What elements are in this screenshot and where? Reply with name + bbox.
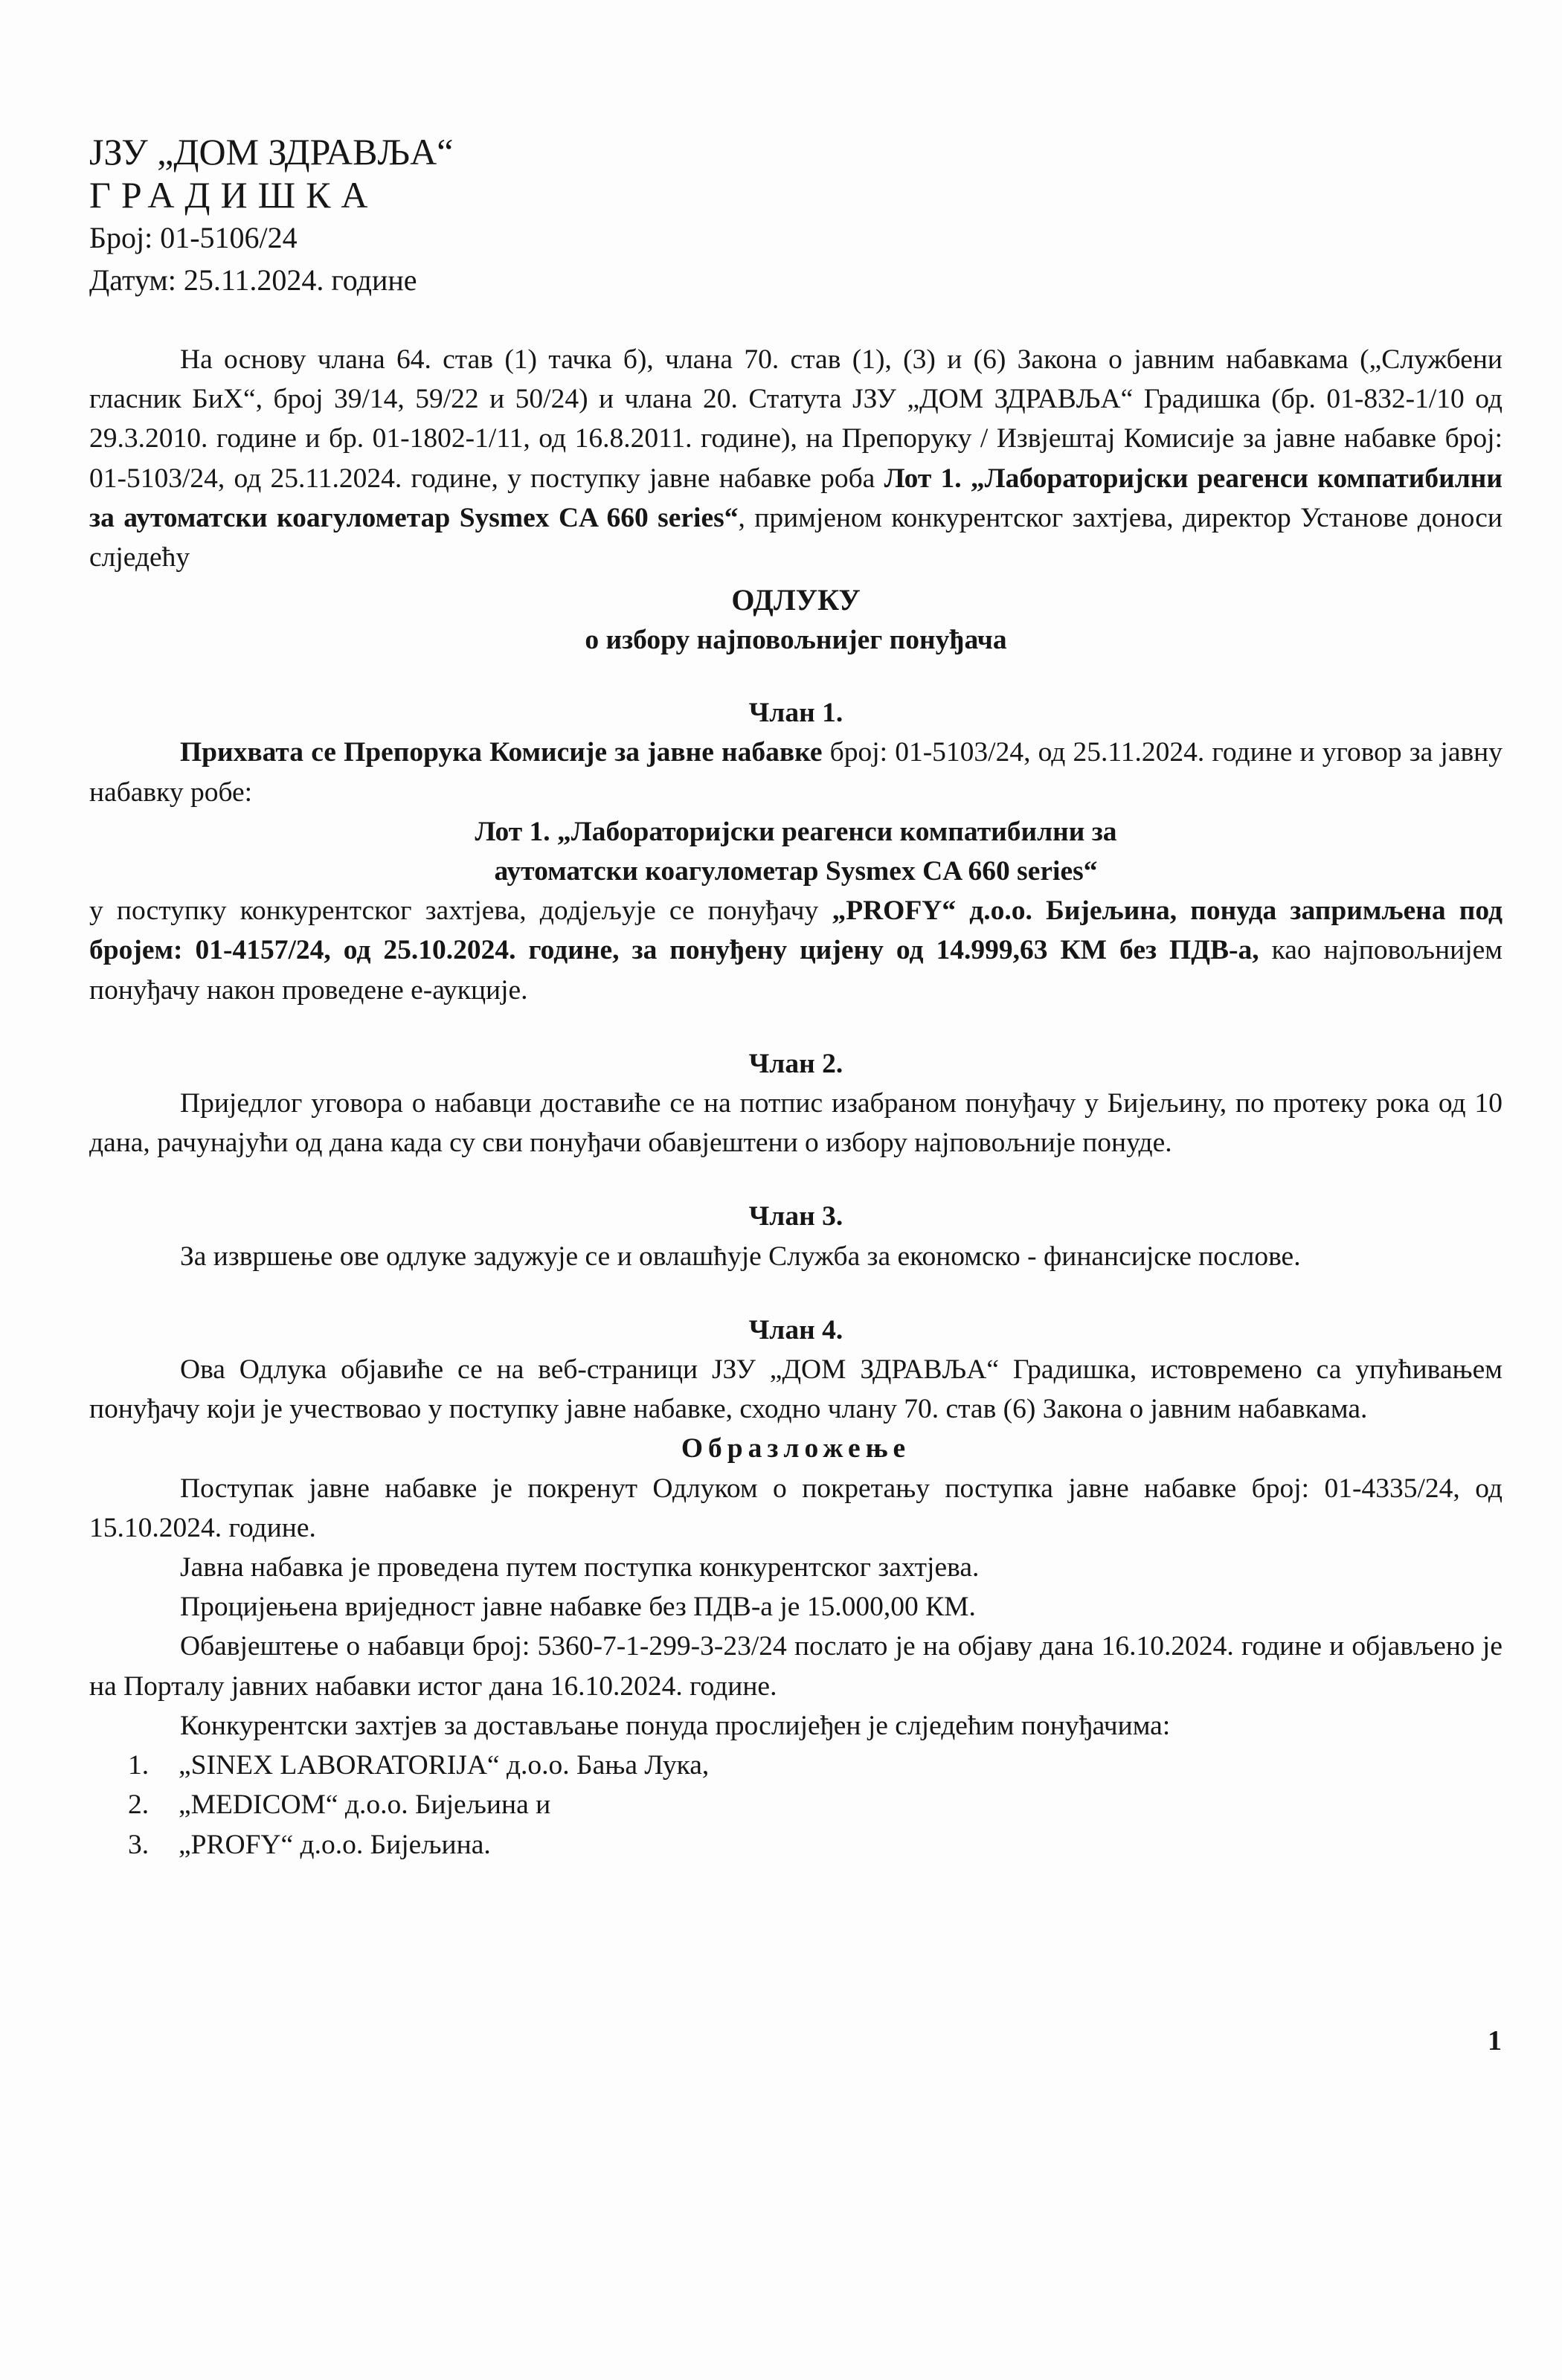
decision-subtitle: о избору најповољнијег понуђача [585,625,1007,656]
list-item-bidder: „SINEX LABORATORIJA“ д.о.о. Бања Лука, [179,1750,710,1781]
article-4-text: Ова Одлука објавиће се на веб-страници ЈЗУ „ДОМ ЗДРАВЉА“ Градишка, истовремено са упућивањем понуђачу који је учествовао у поступку јавне набавке, сходно члану 70. став (6) Закона о јавним набавкама. [89,1354,1502,1425]
reasoning-paragraph-1: Поступак јавне набавке је покренут Одлуком о покретању поступка јавне набавке број: 01-4335/24, од 15.10.2024. године. [89,1473,1502,1543]
decision-title: ОДЛУКУ [731,583,861,617]
document-body [89,340,1502,1865]
article-1-lot-line-2: аутоматски коагулометар Sysmex CA 660 series“ [494,856,1098,887]
preamble-paragraph [89,340,1502,577]
institution-city: ГРАДИШКА [89,174,379,216]
reasoning-paragraph-3: Процијењена вриједност јавне набавке без ПДВ-а је 15.000,00 КМ. [180,1592,976,1623]
article-1-heading: Члан 1. [748,698,843,729]
article-1-paragraph-1 [89,733,1502,811]
list-item [89,1825,1502,1865]
preamble-lot-title: Лот 1. „Лабораторијски реагенси компатибилни за аутоматски коагулометар Sysmex CA 660 series“ [89,463,1502,533]
article-1-accept-text: Прихвата се Препорука Комисије за јавне набавке [180,737,823,768]
article-1-award-text: у поступку конкурентског захтјева, додјељује се понуђачу [89,895,832,927]
list-item-number: 3. [128,1829,150,1860]
list-item-number: 2. [128,1789,150,1821]
article-1-award-details: „PROFY“ д.о.о. Бијељина, понуда запримљена под бројем: 01-4157/24, од 25.10.2024. године, за понуђену цијену од 14.999,63 КМ без ПДВ-а, [89,895,1502,966]
preamble-text-end: , примјеном конкурентског захтјева, директор Установе доноси слједећу [89,502,1502,573]
document-date: Датум: 25.11.2024. године [89,263,417,297]
reasoning-heading: Образложење [681,1433,911,1464]
reasoning-paragraph-5: Конкурентски захтјев за достављање понуда прослијеђен је слједећим понуђачима: [180,1710,1171,1741]
list-item-bidder: „MEDICOM“ д.о.о. Бијељина и [179,1789,551,1821]
article-2-text: Приједлог уговора о набавци доставиће се на потпис изабраном понуђачу у Бијељину, по протеку рока од 10 дана, рачунајући од дана када су сви понуђачи обавјештени о избору најповољније понуде. [89,1088,1502,1159]
article-1-lot-line-1: Лот 1. „Лабораторијски реагенси компатибилни за [475,816,1117,847]
document-number: Број: 01-5106/24 [89,221,298,254]
article-1-paragraph-2 [89,891,1502,1010]
reasoning-paragraph-2: Јавна набавка је проведена путем поступка конкурентског захтјева. [180,1552,980,1583]
list-item-bidder: „PROFY“ д.о.о. Бијељина. [179,1829,491,1860]
institution-name: ЈЗУ „ДОМ ЗДРАВЉА“ [89,131,454,173]
bidders-list [89,1746,1502,1865]
article-1-accept-rest: број: 01-5103/24, од 25.11.2024. године и уговор за јавну набавку робе: [89,737,1502,808]
article-3-text: За извршење ове одлуке задужује се и овлашћује Служба за економско - финансијске послове. [180,1241,1301,1272]
document-header [89,130,453,301]
reasoning-paragraph-4: Обавјештење о набавци број: 5360-7-1-299-3-23/24 послато је на објаву дана 16.10.2024. године и објављено је на Порталу јавних набавки истог дана 16.10.2024. године. [89,1631,1502,1702]
article-1-award-end: као најповољнијем понуђачу након проведене е-аукције. [89,935,1503,1006]
list-item [89,1746,1502,1785]
preamble-text: На основу члана 64. став (1) тачка б), члана 70. став (1), (3) и (6) Закона о јавним набавкама („Службени гласник БиХ“, број 39/14, 59/22 и 50/24) и члана 20. Статута ЈЗУ „ДОМ ЗДРАВЉА“ Градишка (бр. 01-832-1/10 од 29.3.2010. године и бр. 01-1802-1/11, од 16.8.2011. године), на Препоруку / Извјештај Комисије за јавне набавке број: 01-5103/24, од 25.11.2024. године, у поступку јавне набавке роба [89,344,1502,494]
article-4-heading: Члан 4. [748,1314,843,1345]
article-2-heading: Члан 2. [748,1048,843,1079]
list-item [89,1785,1502,1824]
article-3-heading: Члан 3. [748,1201,843,1232]
page-number: 1 [1488,2025,1502,2056]
list-item-number: 1. [128,1750,150,1781]
